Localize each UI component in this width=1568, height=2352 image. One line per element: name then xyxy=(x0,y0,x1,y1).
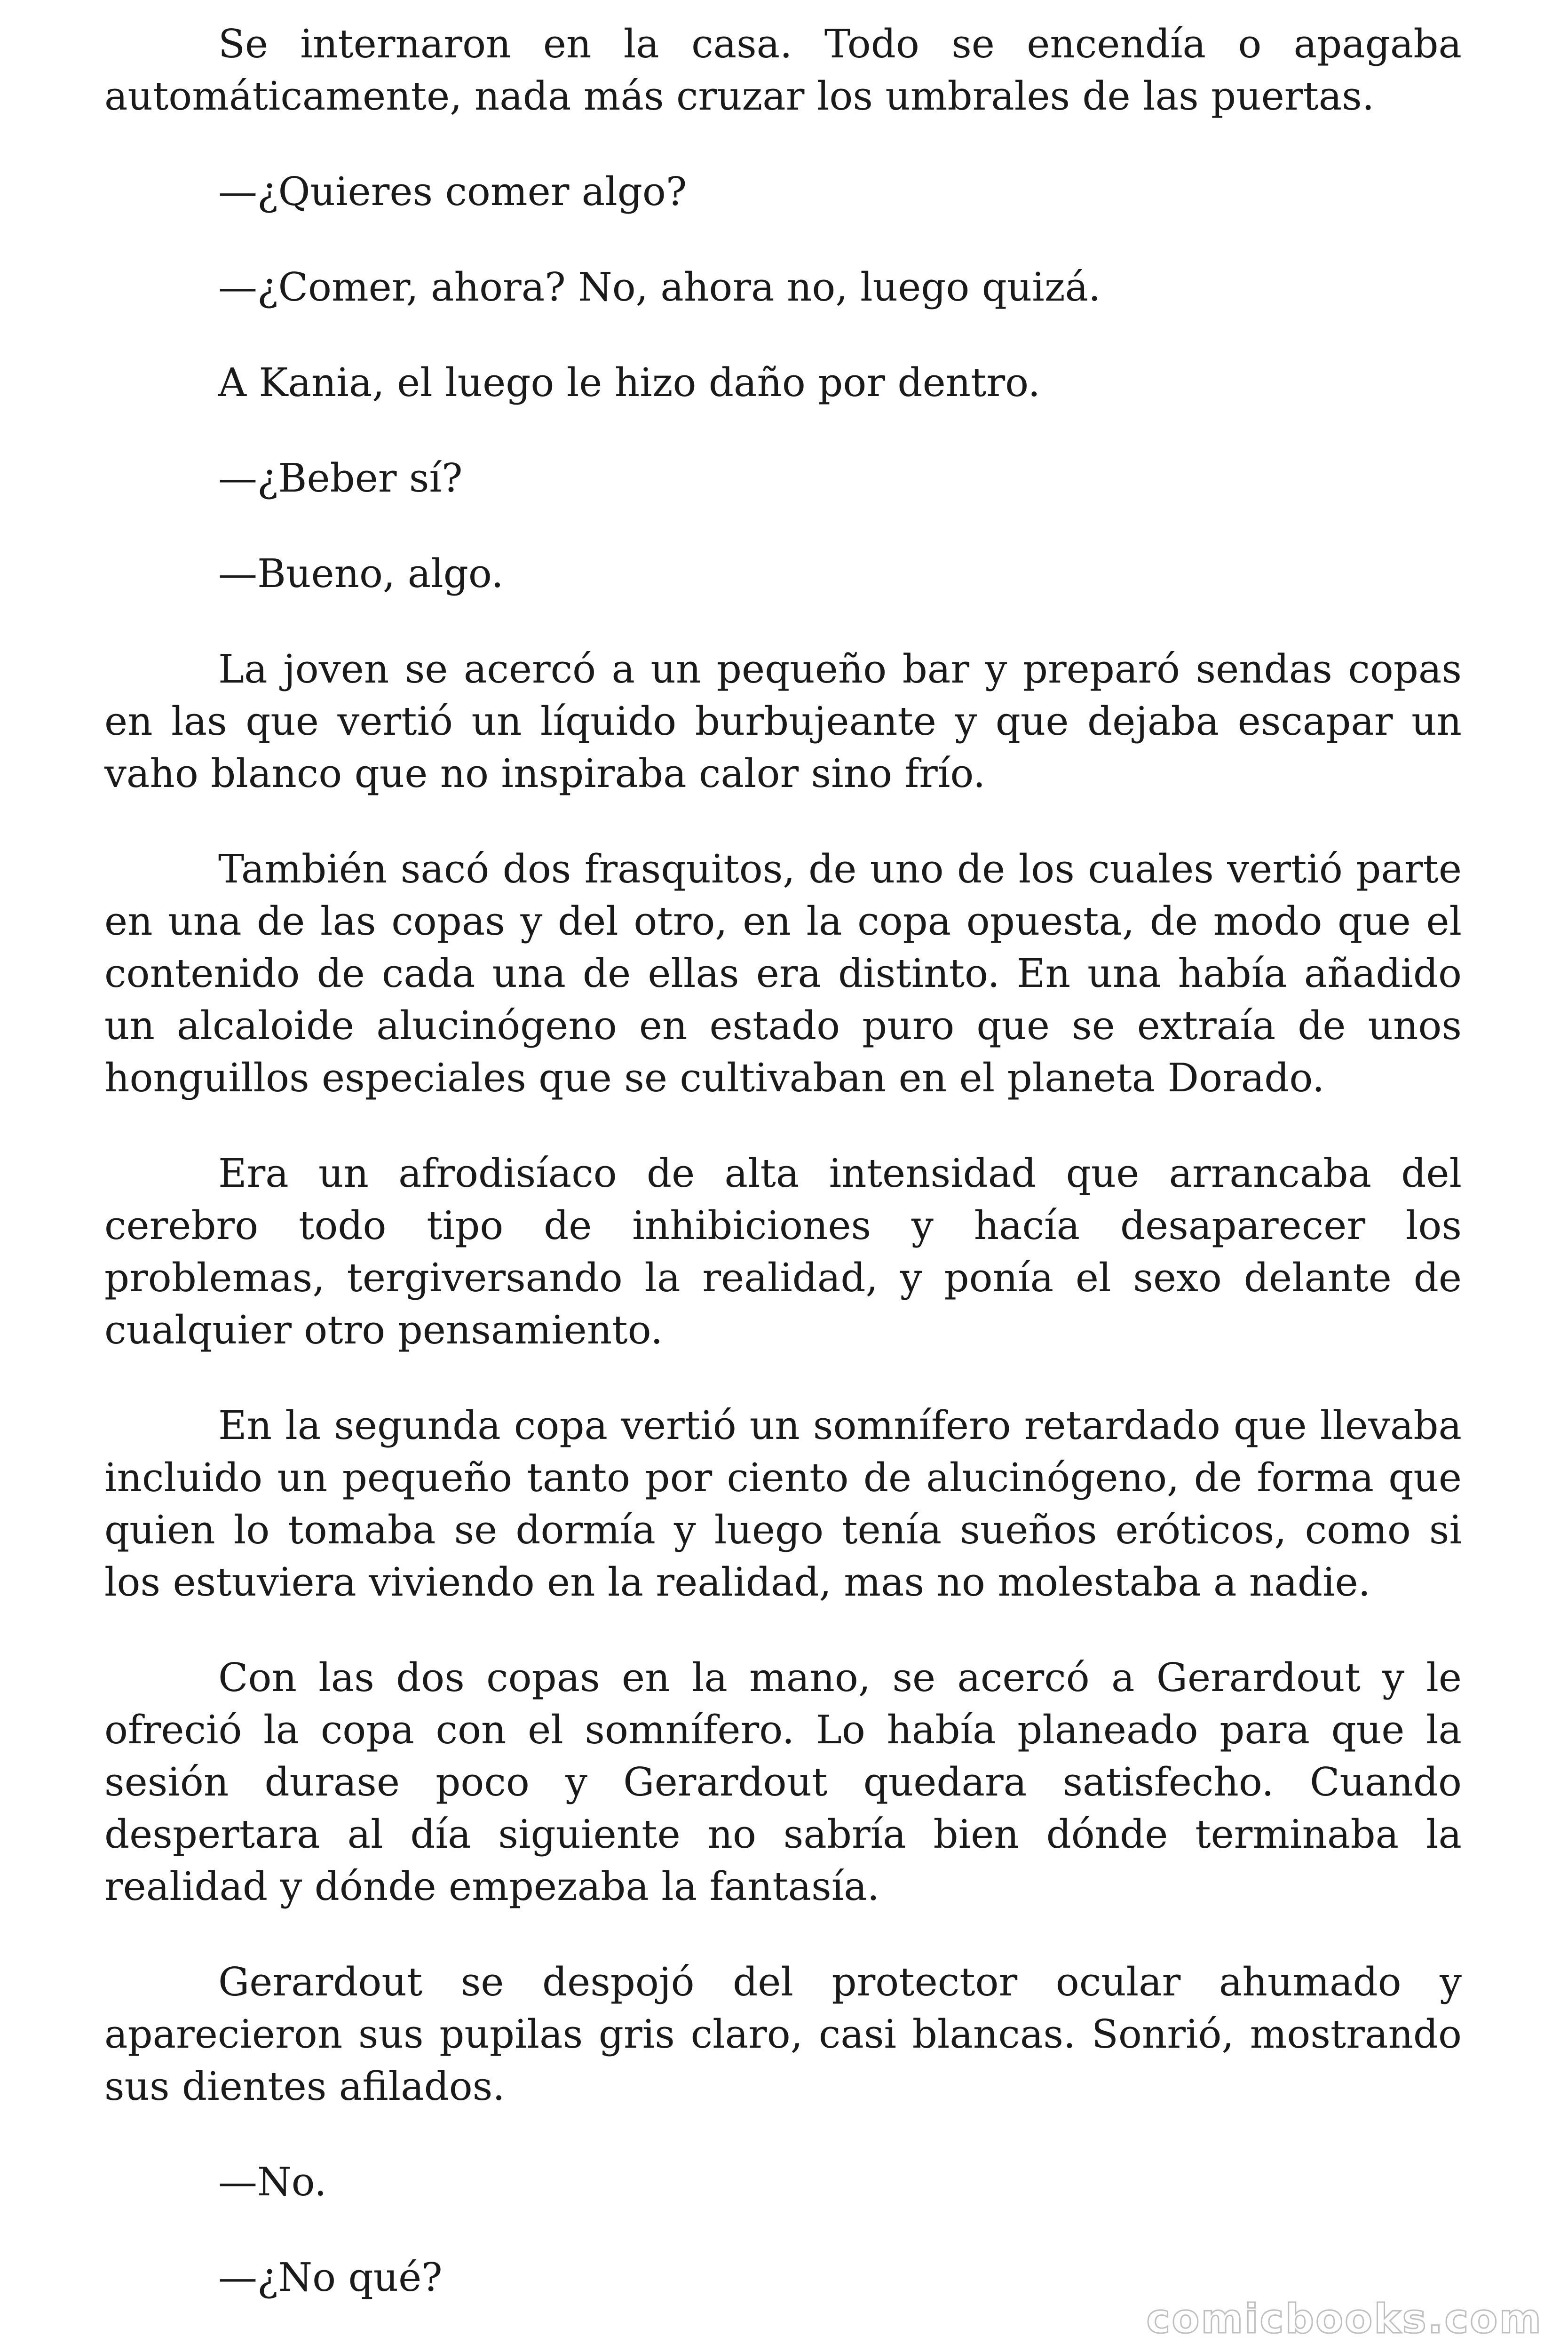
dialogue-line: —¿Comer, ahora? No, ahora no, luego quizá. xyxy=(218,264,1101,310)
paragraph: Gerardout se despojó del protector ocular ahumado y aparecieron sus pupilas gris claro, casi blancas. Sonrió, mostrando sus dientes afilados. xyxy=(104,1959,1462,2109)
dialogue-line: —Bueno, algo. xyxy=(218,551,504,596)
paragraph: También sacó dos frasquitos, de uno de los cuales vertió parte en una de las copas y del otro, en la copa opuesta, de modo que el contenido de cada una de ellas era distinto. En una había añadido un alcaloide alucinógeno en estado puro que se extraía de unos honguillos especiales que se cultivaban en el planeta Dorado. xyxy=(104,846,1462,1101)
paragraph: En la segunda copa vertió un somnífero retardado que llevaba incluido un pequeño tanto por ciento de alucinógeno, de forma que quien lo tomaba se dormía y luego tenía sueños eróticos, como si los estuviera viviendo en la realidad, mas no molestaba a nadie. xyxy=(104,1403,1462,1605)
dialogue-line: —¿Beber sí? xyxy=(218,455,463,501)
dialogue-line: —¿No qué? xyxy=(218,2255,443,2300)
watermark: comicbooks.com xyxy=(1146,2296,1543,2343)
paragraph: Se internaron en la casa. Todo se encendía o apagaba automáticamente, nada más cruzar los umbrales de las puertas. xyxy=(104,21,1462,119)
book-page xyxy=(104,18,1462,2304)
paragraph: Era un afrodisíaco de alta intensidad que arrancaba del cerebro todo tipo de inhibiciones y hacía desaparecer los problemas, tergiversando la realidad, y ponía el sexo delante de cualquier otro pensamiento. xyxy=(104,1151,1462,1353)
dialogue-line: —No. xyxy=(218,2159,327,2205)
paragraph: La joven se acercó a un pequeño bar y preparó sendas copas en las que vertió un líquido burbujeante y que dejaba escapar un vaho blanco que no inspiraba calor sino frío. xyxy=(104,646,1462,796)
dialogue-line: —¿Quieres comer algo? xyxy=(218,169,687,215)
paragraph: Con las dos copas en la mano, se acercó a Gerardout y le ofreció la copa con el somnífero. Lo había planeado para que la sesión durase poco y Gerardout quedara satisfecho. Cuando despertara al día siguiente no sabría bien dónde terminaba la realidad y dónde empezaba la fantasía. xyxy=(104,1655,1462,1909)
paragraph: A Kania, el luego le hizo daño por dentro. xyxy=(218,360,1041,405)
